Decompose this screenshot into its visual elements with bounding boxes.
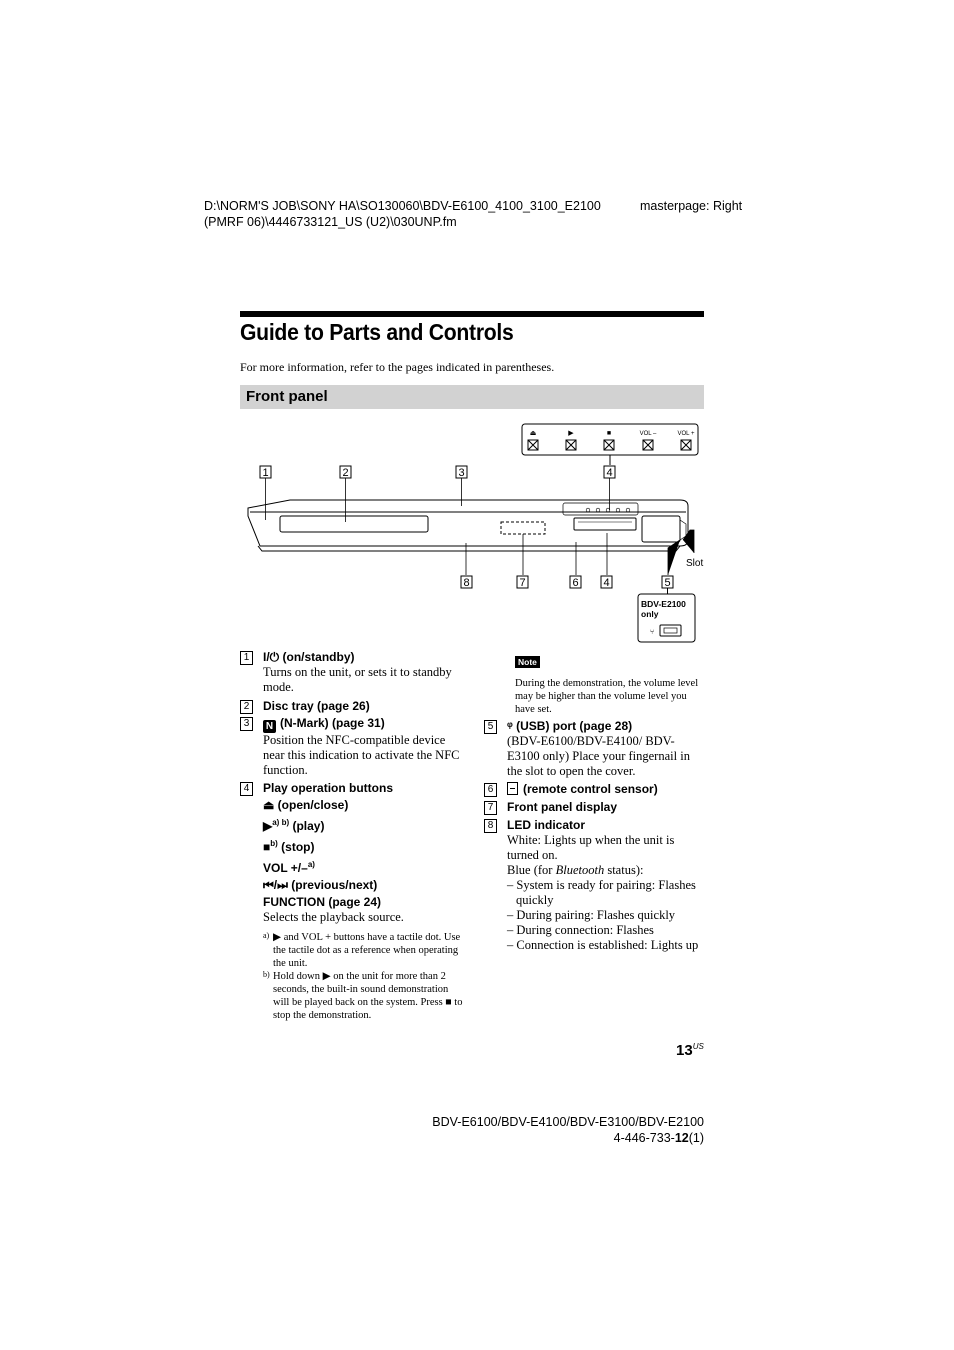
- variant-label-line2: only: [641, 609, 659, 619]
- item-7: [484, 800, 706, 815]
- callout-7: 7: [519, 577, 526, 589]
- item-1-body: Turns on the unit, or sets it to standby mode.: [263, 665, 452, 694]
- vol-label: VOL +/–: [263, 861, 308, 875]
- callout-2: 2: [342, 467, 349, 479]
- prev-next-label: ⏮/⏭ (previous/next): [263, 878, 378, 892]
- item-4-number: 4: [240, 782, 253, 796]
- player-unit: [248, 500, 688, 551]
- file-path-line1: D:\NORM'S JOB\SONY HA\SO130060\BDV-E6100_4100_3100_E2100: [204, 199, 601, 213]
- item-6: [484, 782, 706, 797]
- led-state-1: – System is ready for pairing: Flashes quickly: [507, 878, 696, 907]
- function-body: Selects the playback source.: [263, 910, 404, 924]
- footnote-a-mark: a): [263, 931, 270, 940]
- note-tag: Note: [515, 656, 540, 668]
- callout-6: 6: [572, 577, 579, 589]
- item-5: [484, 719, 706, 779]
- file-path-line2: (PMRF 06)\4446733121_US (U2)\030UNP.fm: [204, 215, 457, 229]
- page-number: [676, 1042, 704, 1059]
- section-header: [240, 385, 704, 409]
- section-title: Front panel: [246, 388, 328, 405]
- footnote-b: [263, 970, 465, 1022]
- item-8-body: White: Lights up when the unit is turned on.: [507, 833, 675, 862]
- inset-play-label: ▶: [568, 430, 574, 437]
- remote-sensor-icon: [507, 782, 518, 795]
- file-path-header: [204, 198, 601, 230]
- item-8-heading: LED indicator: [507, 818, 586, 832]
- item-2: [240, 699, 465, 714]
- note-text: During the demonstration, the volume level may be higher than the volume level you have set.: [515, 678, 699, 715]
- item-6-heading: (remote control sensor): [523, 782, 658, 796]
- callout-1: 1: [262, 467, 269, 479]
- item-8-number: 8: [484, 819, 497, 833]
- item-3-body: Position the NFC-compatible device near this indication to activate the NFC function.: [263, 733, 460, 777]
- footer: [404, 1114, 704, 1146]
- item-4-heading: Play operation buttons: [263, 781, 394, 795]
- item-7-heading: Front panel display: [507, 800, 618, 814]
- inset-vol-plus-label: VOL +: [677, 431, 695, 437]
- bdv-e2100-inset: [638, 588, 695, 642]
- bottom-callouts: [461, 576, 673, 589]
- open-close-label: ⏏ (open/close): [263, 798, 349, 812]
- led-bluetooth-word: Bluetooth: [555, 863, 605, 877]
- item-5-body: (BDV-E6100/BDV-E4100/ BDV-E3100 only) Place your fingernail in the slot to open the cover.: [507, 734, 690, 778]
- callout-5: 5: [664, 577, 671, 589]
- footer-code: [404, 1130, 704, 1146]
- stop-footnote-mark: b): [270, 839, 278, 848]
- n-mark-icon: N: [263, 720, 276, 733]
- item-2-heading: Disc tray (page 26): [263, 699, 370, 713]
- callout-8: 8: [463, 577, 470, 589]
- footer-code-bold: 12: [674, 1131, 689, 1145]
- page-title: Guide to Parts and Controls: [240, 319, 514, 345]
- slot-label: Slot: [686, 558, 704, 569]
- item-1-number: 1: [240, 651, 253, 665]
- footnote-a-text: ▶ and VOL + buttons have a tactile dot. Use the tactile dot as a reference when operating the unit.: [273, 932, 461, 969]
- page-number-value: 13: [676, 1042, 693, 1059]
- led-state-4: – Connection is established: Lights up: [507, 938, 699, 952]
- page-number-suffix: US: [692, 1042, 704, 1051]
- footnote-b-text: Hold down ▶ on the unit for more than 2 seconds, the built-in sound demonstration will be played back on the system. Press ■ to stop the demonstration.: [273, 971, 463, 1021]
- item-7-number: 7: [484, 801, 497, 815]
- item-6-number: 6: [484, 783, 497, 797]
- stop-label: (stop): [281, 840, 315, 854]
- stop-symbol: ■: [263, 840, 271, 854]
- intro-text: For more information, refer to the pages indicated in parentheses.: [240, 360, 555, 374]
- usb-icon: ⑂: [650, 629, 655, 636]
- left-column: [240, 650, 465, 1022]
- variant-label-line1: BDV-E2100: [641, 599, 686, 609]
- callout-4-top: 4: [606, 467, 613, 479]
- button-inset: [522, 424, 698, 465]
- top-callouts: [260, 466, 615, 479]
- item-8: [484, 818, 706, 953]
- inset-eject-label: ⏏: [529, 430, 537, 437]
- footnotes: [263, 931, 465, 1022]
- item-1-heading: I/⏻ (on/standby): [263, 650, 355, 664]
- led-blue-line: [507, 863, 706, 878]
- led-blue-prefix: Blue (for: [507, 863, 556, 877]
- footnote-a: [263, 931, 465, 970]
- item-3-heading: (N-Mark) (page 31): [280, 716, 385, 730]
- callout-4-bottom: 4: [603, 577, 610, 589]
- play-symbol: ▶: [263, 819, 273, 833]
- item-5-number: 5: [484, 720, 497, 734]
- item-1: [240, 650, 465, 695]
- item-2-number: 2: [240, 700, 253, 714]
- front-panel-diagram: [236, 415, 708, 647]
- function-label: FUNCTION (page 24): [263, 895, 382, 909]
- inset-vol-minus-label: VOL –: [639, 431, 657, 437]
- play-footnote-marks: a) b): [272, 818, 290, 827]
- item-3-number: 3: [240, 717, 253, 731]
- led-blue-suffix: status):: [604, 863, 644, 877]
- vol-footnote-mark: a): [307, 860, 315, 869]
- masterpage-label: masterpage: Right: [640, 199, 743, 213]
- footer-code-suffix: (1): [688, 1131, 704, 1145]
- footer-code-prefix: 4-446-733-: [613, 1131, 675, 1145]
- item-3: [240, 716, 465, 778]
- led-state-3: – During connection: Flashes: [507, 923, 654, 937]
- footnote-b-mark: b): [263, 970, 270, 979]
- note-box: [484, 654, 706, 716]
- inset-stop-label: ■: [606, 430, 612, 437]
- led-state-2: – During pairing: Flashes quickly: [507, 908, 676, 922]
- callout-3: 3: [458, 467, 465, 479]
- footer-models: BDV-E6100/BDV-E4100/BDV-E3100/BDV-E2100: [432, 1115, 704, 1129]
- right-column: [484, 654, 706, 953]
- item-4: [240, 781, 465, 1022]
- play-label: (play): [292, 819, 325, 833]
- title-rule: [240, 311, 704, 317]
- item-5-heading: ᵠ (USB) port (page 28): [507, 719, 633, 733]
